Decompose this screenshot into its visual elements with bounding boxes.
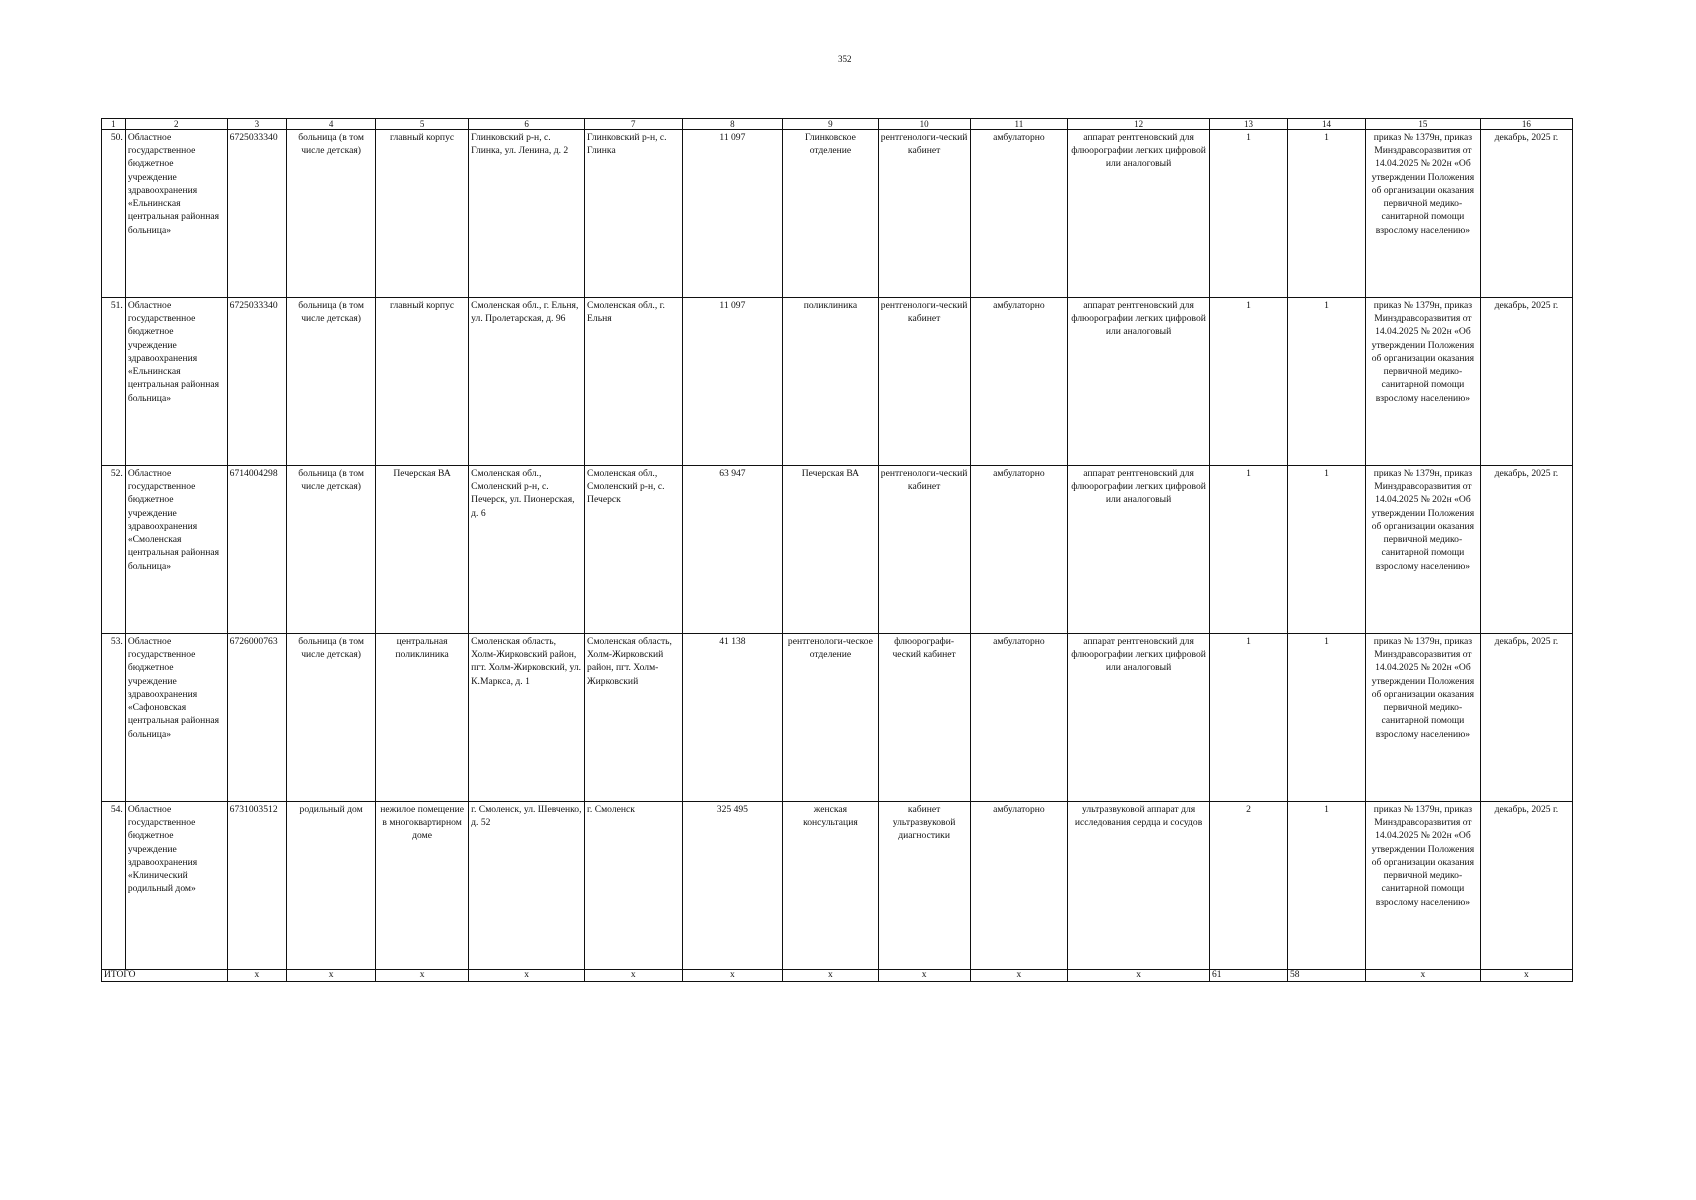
department-name: Глинковское отделение xyxy=(783,130,878,298)
care-mode: амбулаторно xyxy=(970,466,1067,634)
column-number-header-row xyxy=(102,119,1573,130)
column-number-header: 6 xyxy=(469,119,585,130)
department-name: Печерская ВА xyxy=(783,466,878,634)
row-number: 51. xyxy=(102,298,126,466)
cabinet-name: кабинет ультразвуковой диагностики xyxy=(878,802,970,970)
population-count: 11 097 xyxy=(682,130,783,298)
regulatory-order: приказ № 1379н, приказ Минздравсоразвития от 14.04.2025 № 202н «Об утверждении Положения об организации оказания первичной медико-санитарной помощи взрослому населению» xyxy=(1365,802,1480,970)
equipment-name: аппарат рентгеновский для флюорографии легких цифровой или аналоговый xyxy=(1068,130,1210,298)
building-name: Печерская ВА xyxy=(376,466,469,634)
deadline: декабрь, 2025 г. xyxy=(1480,298,1572,466)
facility-type: больница (в том числе детская) xyxy=(287,298,376,466)
organization-name: Областное государственное бюджетное учреждение здравоохранения «Сафоновская центральная районная больница» xyxy=(125,634,227,802)
care-mode: амбулаторно xyxy=(970,130,1067,298)
locality: Смоленская обл., г. Ельня xyxy=(585,298,682,466)
population-count: 11 097 xyxy=(682,298,783,466)
population-count: 325 495 xyxy=(682,802,783,970)
quantity-col14: 1 xyxy=(1288,298,1366,466)
population-count: 63 947 xyxy=(682,466,783,634)
locality: г. Смоленск xyxy=(585,802,682,970)
building-name: главный корпус xyxy=(376,298,469,466)
facility-address: Глинковский р-н, с. Глинка, ул. Ленина, д. 2 xyxy=(469,130,585,298)
total-empty-mark: х xyxy=(878,970,970,982)
row-number: 53. xyxy=(102,634,126,802)
table-row xyxy=(102,802,1573,970)
column-number-header: 13 xyxy=(1210,119,1288,130)
total-empty-mark: х xyxy=(1365,970,1480,982)
cabinet-name: рентгенологи-ческий кабинет xyxy=(878,130,970,298)
row-number: 54. xyxy=(102,802,126,970)
facility-address: Смоленская область, Холм-Жирковский район, пгт. Холм-Жирковский, ул. К.Маркса, д. 1 xyxy=(469,634,585,802)
facility-address: Смоленская обл., Смоленский р-н, с. Печерск, ул. Пионерская, д. 6 xyxy=(469,466,585,634)
total-empty-mark: х xyxy=(970,970,1067,982)
department-name: поликлиника xyxy=(783,298,878,466)
column-number-header: 5 xyxy=(376,119,469,130)
deadline: декабрь, 2025 г. xyxy=(1480,802,1572,970)
column-number-header: 12 xyxy=(1068,119,1210,130)
regulatory-order: приказ № 1379н, приказ Минздравсоразвития от 14.04.2025 № 202н «Об утверждении Положения об организации оказания первичной медико-санитарной помощи взрослому населению» xyxy=(1365,634,1480,802)
population-count: 41 138 xyxy=(682,634,783,802)
registry-table xyxy=(101,118,1573,982)
locality: Смоленская область, Холм-Жирковский район, пгт. Холм-Жирковский xyxy=(585,634,682,802)
deadline: декабрь, 2025 г. xyxy=(1480,130,1572,298)
column-number-header: 7 xyxy=(585,119,682,130)
column-number-header: 2 xyxy=(125,119,227,130)
equipment-name: аппарат рентгеновский для флюорографии легких цифровой или аналоговый xyxy=(1068,634,1210,802)
inn-code: 6725033340 xyxy=(227,298,287,466)
column-number-header: 14 xyxy=(1288,119,1366,130)
row-number: 52. xyxy=(102,466,126,634)
column-number-header: 16 xyxy=(1480,119,1572,130)
column-number-header: 9 xyxy=(783,119,878,130)
facility-type: больница (в том числе детская) xyxy=(287,466,376,634)
total-empty-mark: х xyxy=(469,970,585,982)
quantity-col14: 1 xyxy=(1288,802,1366,970)
equipment-name: аппарат рентгеновский для флюорографии легких цифровой или аналоговый xyxy=(1068,466,1210,634)
column-number-header: 8 xyxy=(682,119,783,130)
cabinet-name: рентгенологи-ческий кабинет xyxy=(878,298,970,466)
department-name: рентгенологи-ческое отделение xyxy=(783,634,878,802)
column-number-header: 15 xyxy=(1365,119,1480,130)
table-row xyxy=(102,466,1573,634)
column-number-header: 3 xyxy=(227,119,287,130)
table-row xyxy=(102,298,1573,466)
cabinet-name: флюорографи-ческий кабинет xyxy=(878,634,970,802)
total-row xyxy=(102,970,1573,982)
total-col13: 61 xyxy=(1210,970,1288,982)
total-empty-mark: х xyxy=(376,970,469,982)
quantity-col13: 1 xyxy=(1210,466,1288,634)
care-mode: амбулаторно xyxy=(970,634,1067,802)
column-number-header: 10 xyxy=(878,119,970,130)
quantity-col14: 1 xyxy=(1288,466,1366,634)
locality: Глинковский р-н, с. Глинка xyxy=(585,130,682,298)
care-mode: амбулаторно xyxy=(970,298,1067,466)
total-empty-mark: х xyxy=(1480,970,1572,982)
equipment-name: аппарат рентгеновский для флюорографии легких цифровой или аналоговый xyxy=(1068,298,1210,466)
cabinet-name: рентгенологи-ческий кабинет xyxy=(878,466,970,634)
facility-type: родильный дом xyxy=(287,802,376,970)
facility-type: больница (в том числе детская) xyxy=(287,130,376,298)
column-number-header: 4 xyxy=(287,119,376,130)
inn-code: 6725033340 xyxy=(227,130,287,298)
care-mode: амбулаторно xyxy=(970,802,1067,970)
quantity-col13: 1 xyxy=(1210,130,1288,298)
total-col14: 58 xyxy=(1288,970,1366,982)
quantity-col13: 1 xyxy=(1210,298,1288,466)
organization-name: Областное государственное бюджетное учреждение здравоохранения «Смоленская центральная районная больница» xyxy=(125,466,227,634)
column-number-header: 11 xyxy=(970,119,1067,130)
quantity-col13: 2 xyxy=(1210,802,1288,970)
regulatory-order: приказ № 1379н, приказ Минздравсоразвития от 14.04.2025 № 202н «Об утверждении Положения об организации оказания первичной медико-санитарной помощи взрослому населению» xyxy=(1365,466,1480,634)
deadline: декабрь, 2025 г. xyxy=(1480,634,1572,802)
regulatory-order: приказ № 1379н, приказ Минздравсоразвития от 14.04.2025 № 202н «Об утверждении Положения об организации оказания первичной медико-санитарной помощи взрослому населению» xyxy=(1365,298,1480,466)
total-empty-mark: х xyxy=(287,970,376,982)
quantity-col14: 1 xyxy=(1288,130,1366,298)
total-empty-mark: х xyxy=(783,970,878,982)
regulatory-order: приказ № 1379н, приказ Минздравсоразвития от 14.04.2025 № 202н «Об утверждении Положения об организации оказания первичной медико-санитарной помощи взрослому населению» xyxy=(1365,130,1480,298)
total-empty-mark: х xyxy=(682,970,783,982)
building-name: нежилое помещение в многоквартирном доме xyxy=(376,802,469,970)
total-empty-mark: х xyxy=(1068,970,1210,982)
building-name: центральная поликлиника xyxy=(376,634,469,802)
total-label: ИТОГО xyxy=(102,970,228,982)
facility-address: Смоленская обл., г. Ельня, ул. Пролетарская, д. 96 xyxy=(469,298,585,466)
locality: Смоленская обл., Смоленский р-н, с. Печерск xyxy=(585,466,682,634)
facility-address: г. Смоленск, ул. Шевченко, д. 52 xyxy=(469,802,585,970)
inn-code: 6731003512 xyxy=(227,802,287,970)
row-number: 50. xyxy=(102,130,126,298)
table-row xyxy=(102,634,1573,802)
table-row xyxy=(102,130,1573,298)
department-name: женская консультация xyxy=(783,802,878,970)
facility-type: больница (в том числе детская) xyxy=(287,634,376,802)
deadline: декабрь, 2025 г. xyxy=(1480,466,1572,634)
quantity-col14: 1 xyxy=(1288,634,1366,802)
equipment-name: ультразвуковой аппарат для исследования сердца и сосудов xyxy=(1068,802,1210,970)
inn-code: 6726000763 xyxy=(227,634,287,802)
total-empty-mark: х xyxy=(585,970,682,982)
page-number: 352 xyxy=(838,54,852,64)
inn-code: 6714004298 xyxy=(227,466,287,634)
building-name: главный корпус xyxy=(376,130,469,298)
organization-name: Областное государственное бюджетное учреждение здравоохранения «Клинический родильный дом» xyxy=(125,802,227,970)
column-number-header: 1 xyxy=(102,119,126,130)
organization-name: Областное государственное бюджетное учреждение здравоохранения «Ельнинская центральная районная больница» xyxy=(125,298,227,466)
quantity-col13: 1 xyxy=(1210,634,1288,802)
total-empty-mark: х xyxy=(227,970,287,982)
organization-name: Областное государственное бюджетное учреждение здравоохранения «Ельнинская центральная районная больница» xyxy=(125,130,227,298)
